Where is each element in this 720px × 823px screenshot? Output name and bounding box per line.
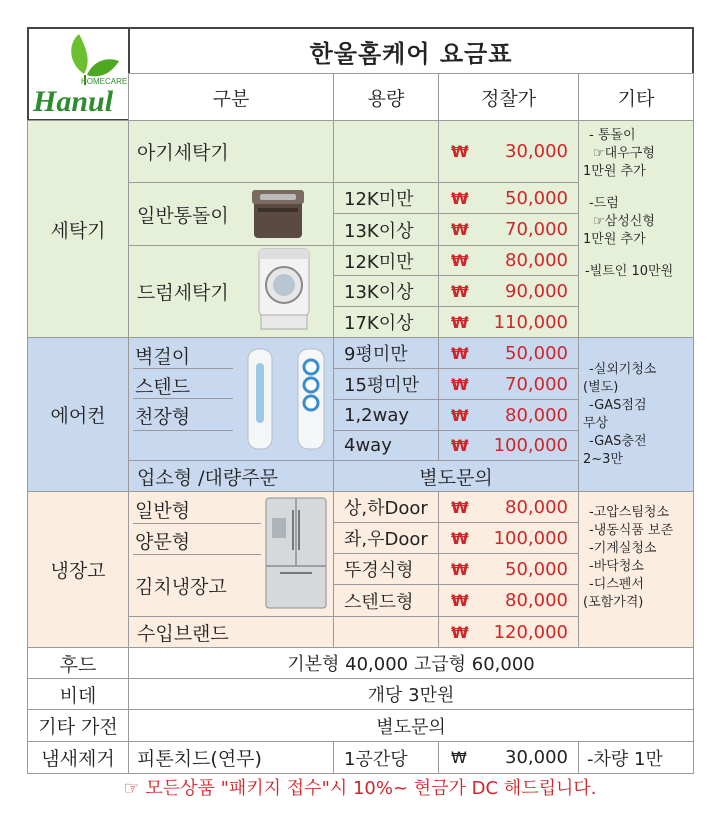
- aircon-price-0: 50,000: [505, 342, 568, 364]
- header-category: 구분: [128, 73, 334, 121]
- washer-price-1: 50,000: [505, 187, 568, 209]
- aircon-note-3: 무상: [583, 415, 609, 431]
- aircon-price-row-0: [438, 337, 579, 369]
- washer-price-row-0: [438, 120, 579, 183]
- washer-item-baby: 아기세탁기: [128, 120, 334, 183]
- page-title-box: [128, 27, 694, 75]
- aircon-item-wall: 벽걸이: [135, 346, 191, 368]
- washer-price-4: 90,000: [505, 280, 568, 302]
- washer-cap-5: 17K이상: [333, 306, 439, 338]
- won-sign: ₩: [451, 220, 469, 239]
- washer-notes: [578, 120, 694, 338]
- fridge-note-3: -바닥청소: [589, 559, 644, 574]
- fridge-item-kimchi: 김치냉장고: [135, 576, 227, 598]
- other-appliance-value: 별도문의: [128, 709, 694, 742]
- fridge-price-4: 120,000: [493, 621, 568, 643]
- fridge-cap-3: 스텐드형: [333, 584, 439, 617]
- page-title: 한울홈케어 요금표: [309, 39, 513, 68]
- fridge-price-row-1: [438, 522, 579, 554]
- drum-washer-image: [255, 247, 313, 331]
- header-capacity: 용량: [333, 73, 439, 121]
- fridge-price-row-4: [438, 616, 579, 648]
- washer-price-row-3: [438, 245, 579, 276]
- aircon-price-3: 100,000: [493, 435, 568, 456]
- aircon-note-0: -실외기청소: [589, 361, 657, 377]
- aircon-cap-0: 9평미만: [333, 337, 439, 369]
- aircon-item-stand: 스텐드: [135, 376, 191, 398]
- top-loader-washer-image: [250, 184, 306, 242]
- aircon-notes: [578, 337, 694, 492]
- bidet-label: 비데: [27, 678, 129, 710]
- washer-price-0: 30,000: [505, 141, 568, 162]
- washer-price-2: 70,000: [505, 219, 568, 240]
- washer-note-4: ☞삼성신형: [593, 214, 655, 229]
- logo-sub-text: HOMECARE: [81, 77, 128, 86]
- odor-extra: -차량 1만: [578, 741, 694, 774]
- aircon-note-1: (별도): [583, 379, 619, 395]
- fridge-price-0: 80,000: [505, 496, 568, 518]
- odor-label: 냄새제거: [27, 741, 129, 774]
- won-sign: ₩: [451, 281, 469, 301]
- aircon-item-bulk: 업소형 /대량주문: [128, 460, 334, 492]
- aircon-price-row-1: [438, 368, 579, 400]
- washer-note-6: -빌트인 10만원: [585, 264, 674, 279]
- fridge-cap-4: [333, 616, 439, 648]
- aircon-price-row-2: [438, 399, 579, 431]
- aircon-note-5: 2~3만: [583, 451, 623, 467]
- won-sign: ₩: [451, 374, 469, 394]
- washer-item-drum: 드럼세탁기: [128, 245, 334, 338]
- other-appliance-label: 기타 가전: [27, 709, 129, 742]
- washer-cap-1: 12K미만: [333, 182, 439, 214]
- odor-price: 30,000: [505, 747, 568, 768]
- won-sign: ₩: [451, 405, 469, 425]
- won-sign: ₩: [451, 748, 467, 767]
- washer-price-row-5: [438, 306, 579, 338]
- won-sign: ₩: [451, 142, 469, 161]
- washer-price-5: 110,000: [493, 311, 568, 333]
- aircon-note-2: -GAS점검: [589, 397, 647, 413]
- aircon-note-4: -GAS충전: [589, 433, 647, 449]
- footer-notice: ☞ 모든상품 "패키지 접수"시 10%~ 현금가 DC 해드립니다.: [123, 778, 597, 799]
- fridge-note-0: -고압스팀청소: [589, 505, 670, 520]
- fridge-cap-0: 상,하Door: [333, 491, 439, 523]
- won-sign: ₩: [451, 343, 469, 363]
- fridge-price-2: 50,000: [505, 558, 568, 580]
- fridge-price-row-3: [438, 584, 579, 617]
- won-sign: ₩: [451, 528, 469, 548]
- washer-cap-2: 13K이상: [333, 213, 439, 246]
- washer-price-row-4: [438, 275, 579, 307]
- washer-note-0: - 통돌이: [589, 128, 636, 143]
- header-etc: 기타: [578, 73, 694, 121]
- washer-price-3: 80,000: [505, 250, 568, 271]
- odor-unit: 1공간당: [333, 741, 439, 774]
- hood-label: 후드: [27, 647, 129, 679]
- aircon-bulk-note: 별도문의: [333, 460, 579, 492]
- won-sign: ₩: [451, 188, 469, 208]
- logo-box: [27, 27, 130, 121]
- washer-note-2: 1만원 추가: [583, 164, 646, 179]
- won-sign: ₩: [451, 559, 469, 579]
- washer-cap-3: 12K미만: [333, 245, 439, 276]
- won-sign: ₩: [451, 436, 469, 455]
- won-sign: ₩: [451, 497, 469, 517]
- washer-cap-0: [333, 120, 439, 183]
- section-aircon: 에어컨: [27, 337, 129, 492]
- fridge-price-row-2: [438, 553, 579, 585]
- aircon-cap-3: 4way: [333, 430, 439, 461]
- section-washer: 세탁기: [27, 120, 129, 338]
- washer-cap-4: 13K이상: [333, 275, 439, 307]
- fridge-item-sbs: 양문형: [135, 531, 191, 553]
- washer-price-row-1: [438, 182, 579, 214]
- aircon-price-2: 80,000: [505, 404, 568, 426]
- won-sign: ₩: [451, 312, 469, 332]
- fridge-price-row-0: [438, 491, 579, 523]
- fridge-price-1: 100,000: [493, 527, 568, 549]
- bidet-value: 개당 3만원: [128, 678, 694, 710]
- aircon-cap-1: 15평미만: [333, 368, 439, 400]
- won-sign: ₩: [451, 251, 469, 270]
- won-sign: ₩: [451, 622, 469, 642]
- odor-price-row: [438, 741, 579, 774]
- standing-aircon-image: [244, 343, 330, 455]
- fridge-cap-2: 뚜경식형: [333, 553, 439, 585]
- aircon-item-ceiling: 천장형: [135, 406, 191, 428]
- fridge-note-5: (포함가격): [583, 595, 644, 610]
- washer-price-row-2: [438, 213, 579, 246]
- fridge-item-general: 일반형: [135, 500, 191, 522]
- fridge-price-3: 80,000: [505, 590, 568, 611]
- washer-note-3: -드럼: [589, 196, 619, 211]
- odor-item: 피톤치드(연무): [128, 741, 334, 774]
- aircon-cap-2: 1,2way: [333, 399, 439, 431]
- fridge-cap-1: 좌,우Door: [333, 522, 439, 554]
- aircon-price-row-3: [438, 430, 579, 461]
- refrigerator-image: [264, 496, 328, 612]
- hood-value: 기본형 40,000 고급형 60,000: [128, 647, 694, 679]
- fridge-notes: [578, 491, 694, 648]
- fridge-item-import: 수입브랜드: [128, 616, 334, 648]
- fridge-note-4: -디스펜서: [589, 577, 644, 592]
- fridge-note-1: -냉동식품 보존: [589, 523, 674, 538]
- header-price: 정찰가: [438, 73, 579, 121]
- fridge-note-2: -기계실청소: [589, 541, 657, 556]
- washer-item-top: 일반통돌이: [128, 182, 334, 246]
- logo-brand-text: Hanul: [33, 85, 114, 118]
- aircon-price-1: 70,000: [505, 373, 568, 395]
- washer-note-5: 1만원 추가: [583, 232, 646, 247]
- washer-note-1: ☞대우구형: [593, 146, 655, 161]
- won-sign: ₩: [451, 591, 469, 610]
- section-fridge: 냉장고: [27, 491, 129, 648]
